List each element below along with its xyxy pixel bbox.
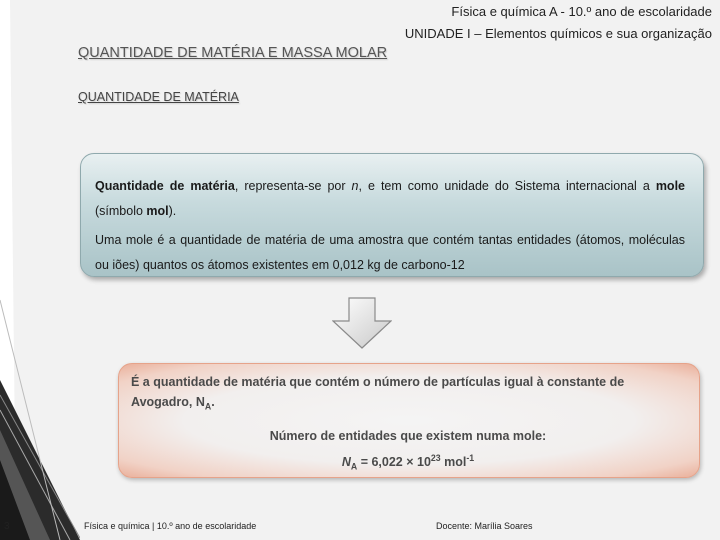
definition-term: Quantidade de matéria	[95, 179, 235, 193]
avogadro-name: Avogadro, N	[131, 395, 205, 409]
formula-symbol: N	[341, 454, 351, 469]
unit-name: mole	[655, 179, 685, 193]
unit-header: UNIDADE I – Elementos químicos e sua organização	[404, 26, 712, 41]
course-header: Física e química A - 10.º ano de escolaridade	[451, 4, 712, 19]
formula-subscript: A	[350, 461, 358, 472]
avogadro-period: .	[211, 395, 215, 409]
avogadro-subscript: A	[204, 401, 212, 412]
amount-symbol: n	[351, 179, 359, 193]
definition-text-2: , e tem como unidade do Sistema internacional a	[358, 179, 656, 193]
page-title: QUANTIDADE DE MATÉRIA E MASSA MOLAR	[78, 45, 388, 61]
formula-exponent: 23	[430, 452, 441, 463]
definition-paragraph	[95, 174, 685, 224]
definition-text-3: (símbolo	[95, 204, 147, 218]
left-decoration	[0, 0, 80, 540]
avogadro-highlight: constante de	[547, 375, 625, 389]
definition-text-1: , representa-se por	[234, 179, 352, 193]
definition-text-4: ).	[168, 204, 177, 218]
mole-definition-paragraph: Uma mole é a quantidade de matéria de uma amostra que contém tantas entidades (átomos, moléculas ou iões) quantos os átomos existentes em 0,012 kg de carbono-12	[95, 233, 685, 272]
avogadro-text: É a quantidade de matéria que contém o número de partículas igual à	[131, 375, 548, 389]
down-arrow-icon	[332, 297, 392, 349]
section-title: QUANTIDADE DE MATÉRIA	[78, 90, 239, 104]
definition-box	[80, 153, 704, 277]
page-number: 3	[4, 521, 10, 532]
formula-value: = 6,022 × 10	[357, 454, 431, 469]
formula-unit-exponent: -1	[466, 452, 475, 463]
avogadro-box	[118, 363, 700, 478]
formula-unit: mol	[440, 454, 467, 469]
avogadro-line2	[131, 392, 685, 417]
footer-teacher: Docente: Marília Soares	[436, 521, 533, 531]
entities-subtitle: Número de entidades que existem numa mole:	[269, 428, 547, 443]
unit-symbol: mol	[146, 204, 169, 218]
footer-subject: Física e química | 10.º ano de escolaridade	[84, 521, 257, 531]
avogadro-line1	[131, 372, 685, 392]
avogadro-formula	[131, 449, 685, 476]
